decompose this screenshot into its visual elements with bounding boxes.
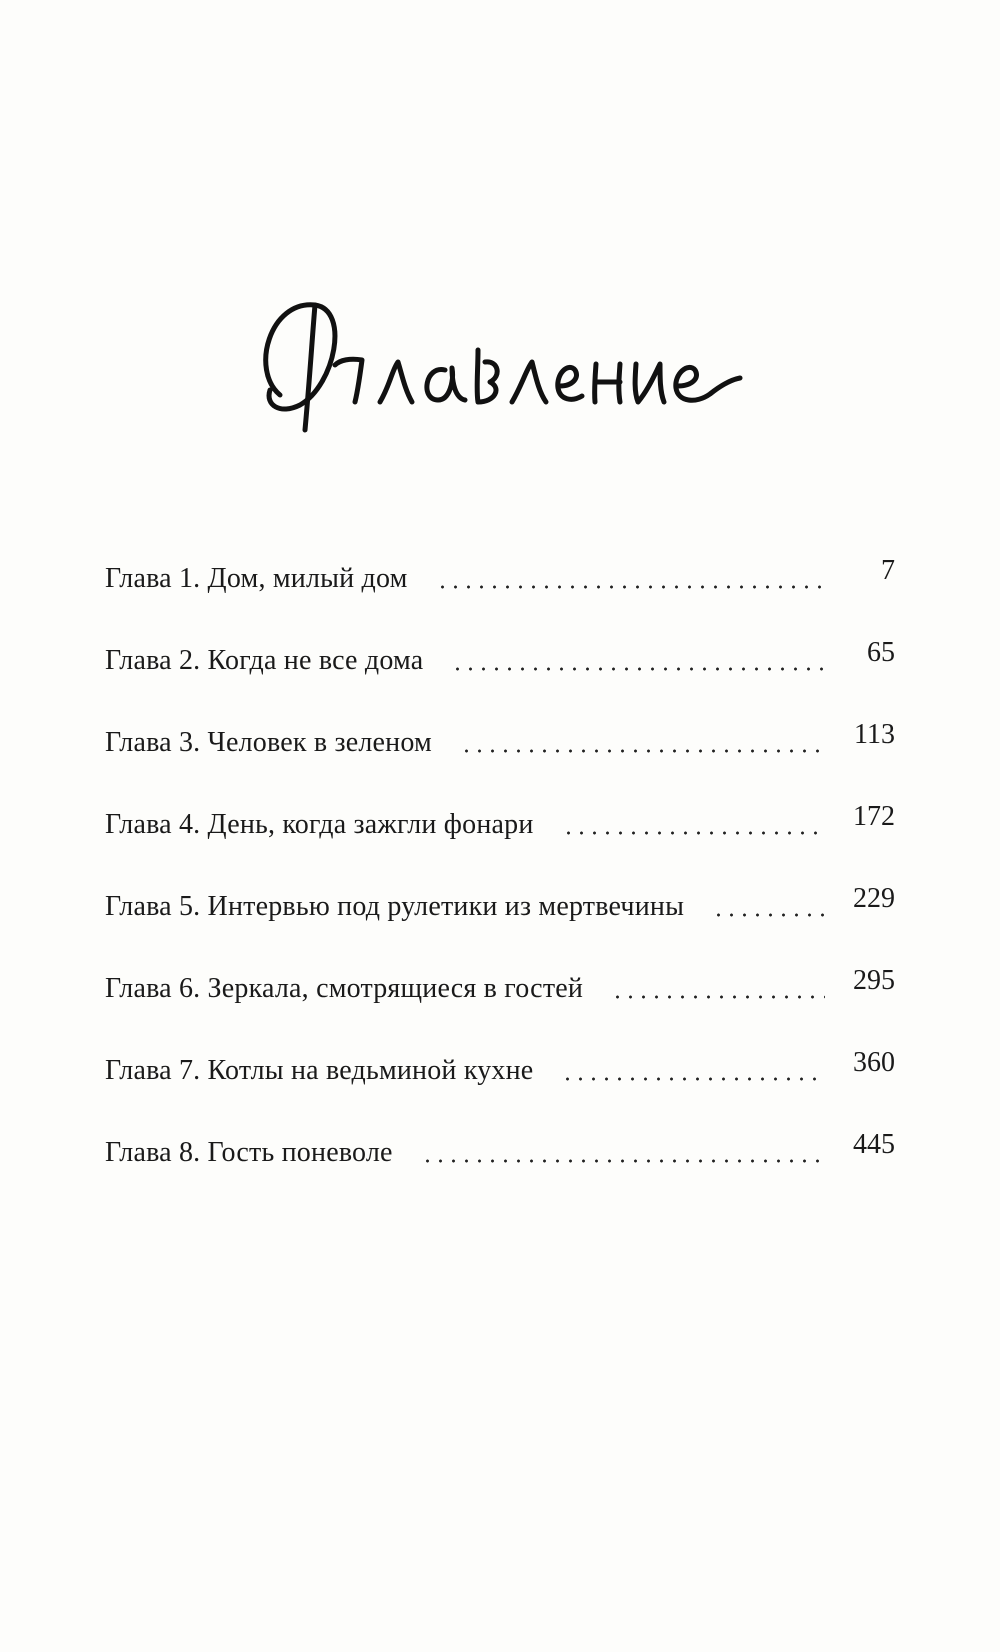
dot-leader [451,637,825,671]
toc-entry[interactable] [105,555,895,637]
toc-entry-title: Глава 6. Зеркала, смотрящиеся в гостей [105,973,584,1004]
toc-entry-title: Глава 7. Котлы на ведьминой кухне [105,1055,534,1086]
toc-entry-title: Глава 2. Когда не все дома [105,645,424,676]
toc-entry[interactable] [105,1047,895,1129]
dot-leader [712,883,825,917]
toc-entry-page: 360 [853,1047,895,1078]
dot-leader [561,1047,825,1081]
toc-entry-page: 295 [853,965,895,996]
dot-leader [421,1129,825,1163]
contents-title [240,290,760,450]
toc-entry[interactable] [105,883,895,965]
toc-entry-page: 7 [881,555,895,586]
dot-leader [460,719,825,753]
table-of-contents [105,555,895,1211]
toc-entry-page: 65 [867,637,895,668]
toc-entry-page: 445 [853,1129,895,1160]
toc-entry-page: 229 [853,883,895,914]
toc-entry-title: Глава 1. Дом, милый дом [105,563,408,594]
toc-entry[interactable] [105,1129,895,1211]
toc-entry[interactable] [105,965,895,1047]
toc-entry-title: Глава 8. Гость поневоле [105,1137,393,1168]
dot-leader [436,555,825,589]
toc-entry-title: Глава 3. Человек в зеленом [105,727,432,758]
dot-leader [611,965,825,999]
toc-entry-title: Глава 5. Интервью под рулетики из мертвечины [105,891,685,922]
toc-entry-page: 113 [854,719,895,750]
toc-entry[interactable] [105,637,895,719]
toc-entry-title: Глава 4. День, когда зажгли фонари [105,809,534,840]
toc-entry[interactable] [105,801,895,883]
toc-entry-page: 172 [853,801,895,832]
toc-entry[interactable] [105,719,895,801]
handwritten-title-logo [240,290,760,450]
dot-leader [562,801,825,835]
